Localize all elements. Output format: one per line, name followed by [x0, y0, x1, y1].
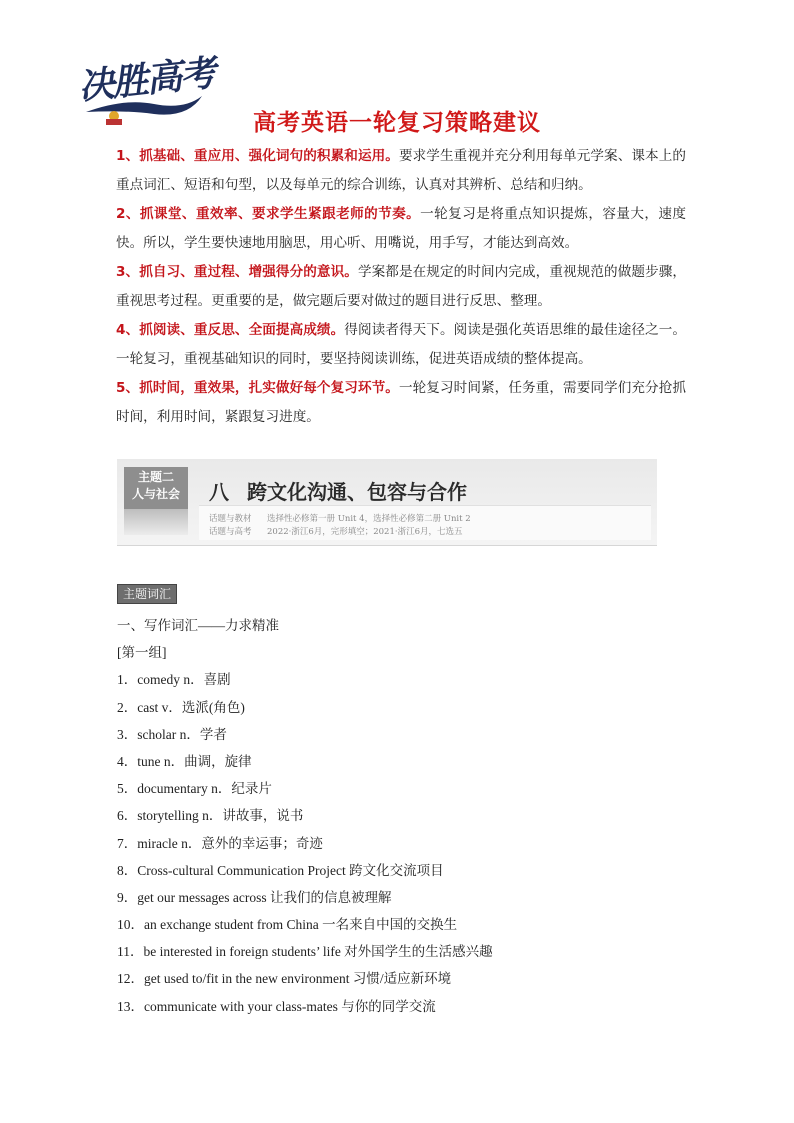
theme-tag-tail [124, 509, 188, 535]
theme-tag-line1: 主题二 [137, 470, 174, 484]
vocab-item: 3．scholar n．学者 [117, 726, 227, 742]
vocab-item: 10．an exchange student from China 一名来自中国的交换生 [117, 917, 458, 933]
strategy-body: 学案都是在规定的时间内完成，重视规范的做题步骤，重视思考过程。更重要的是，做完题后要对做过的题目进行反思、整理。 [116, 264, 686, 309]
strategy-highlight: 5、抓时间，重效果，扎实做好每个复习环节。 [116, 380, 399, 396]
strategy-body: 一轮复习时间紧，任务重，需要同学们充分抢抓时间，利用时间，紧跟复习进度。 [116, 380, 686, 425]
strategy-item [116, 374, 686, 432]
strategy-body: 一轮复习是将重点知识提炼，容量大，速度快。所以，学生要快速地用脑思，用心听、用嘴说，用手写，才能达到高效。 [116, 206, 686, 251]
vocab-item: 9．get our messages across 让我们的信息被理解 [117, 889, 392, 905]
unit-title-text: 跨文化沟通、包容与合作 [247, 480, 467, 504]
strategy-item [116, 316, 686, 374]
vocab-heading: 一、写作词汇——力求精准 [117, 618, 279, 633]
strategy-highlight: 2、抓课堂、重效率、要求学生紧跟老师的节奏。 [116, 206, 421, 222]
unit-banner [117, 459, 657, 546]
unit-title [209, 476, 467, 505]
vocab-item: 1．comedy n．喜剧 [117, 672, 231, 688]
meta-key: 话题与高考 [209, 527, 252, 537]
vocab-item: 5．documentary n．纪录片 [117, 781, 272, 797]
strategy-list [116, 142, 686, 432]
strategy-body: 要求学生重视并充分利用每单元学案、课本上的重点词汇、短语和句型，以及每单元的综合训练，认真对其辨析、总结和归纳。 [116, 148, 686, 193]
vocab-item: 13．communicate with your class-mates 与你的同学交流 [117, 998, 436, 1014]
vocab-list [117, 612, 677, 1020]
logo-text: 决胜高考 [76, 51, 217, 108]
meta-key: 话题与教材 [209, 514, 252, 524]
vocab-item: 2．cast v．选派(角色) [117, 699, 245, 715]
strategy-item [116, 200, 686, 258]
strategy-highlight: 3、抓自习、重过程、增强得分的意识。 [116, 264, 358, 280]
strategy-item [116, 142, 686, 200]
meta-value: 2022·浙江6月，完形填空；2021·浙江6月，七选五 [267, 527, 463, 537]
strategy-highlight: 4、抓阅读、重反思、全面提高成绩。 [116, 322, 345, 338]
strategy-highlight: 1、抓基础、重应用、强化词句的积累和运用。 [116, 148, 399, 164]
vocab-item: 7．miracle n．意外的幸运事；奇迹 [117, 835, 323, 851]
unit-number: 八 [209, 480, 229, 504]
vocab-group-label: [第一组] [117, 645, 167, 661]
vocab-item: 11．be interested in foreign students’ life 对外国学生的生活感兴趣 [117, 944, 493, 960]
meta-value: 选择性必修第一册 Unit 4，选择性必修第二册 Unit 2 [267, 514, 471, 524]
meta-row [209, 512, 471, 524]
vocab-item: 4．tune n．曲调，旋律 [117, 753, 252, 769]
strategy-body: 得阅读者得天下。阅读是强化英语思维的最佳途径之一。一轮复习，重视基础知识的同时，要坚持阅读训练，促进英语成绩的整体提高。 [116, 322, 686, 367]
page-title: 高考英语一轮复习策略建议 [253, 110, 541, 136]
theme-tag-line2: 人与社会 [131, 487, 180, 501]
meta-row [209, 525, 463, 537]
theme-tag [124, 467, 188, 509]
unit-meta [199, 505, 651, 540]
vocab-item: 8．Cross-cultural Communication Project 跨文化交流项目 [117, 862, 444, 878]
vocab-item: 6．storytelling n．讲故事，说书 [117, 808, 304, 824]
vocab-section-label: 主题词汇 [117, 584, 177, 604]
vocab-item: 12．get used to/fit in the new environment 习惯/适应新环境 [117, 971, 452, 987]
strategy-item [116, 258, 686, 316]
